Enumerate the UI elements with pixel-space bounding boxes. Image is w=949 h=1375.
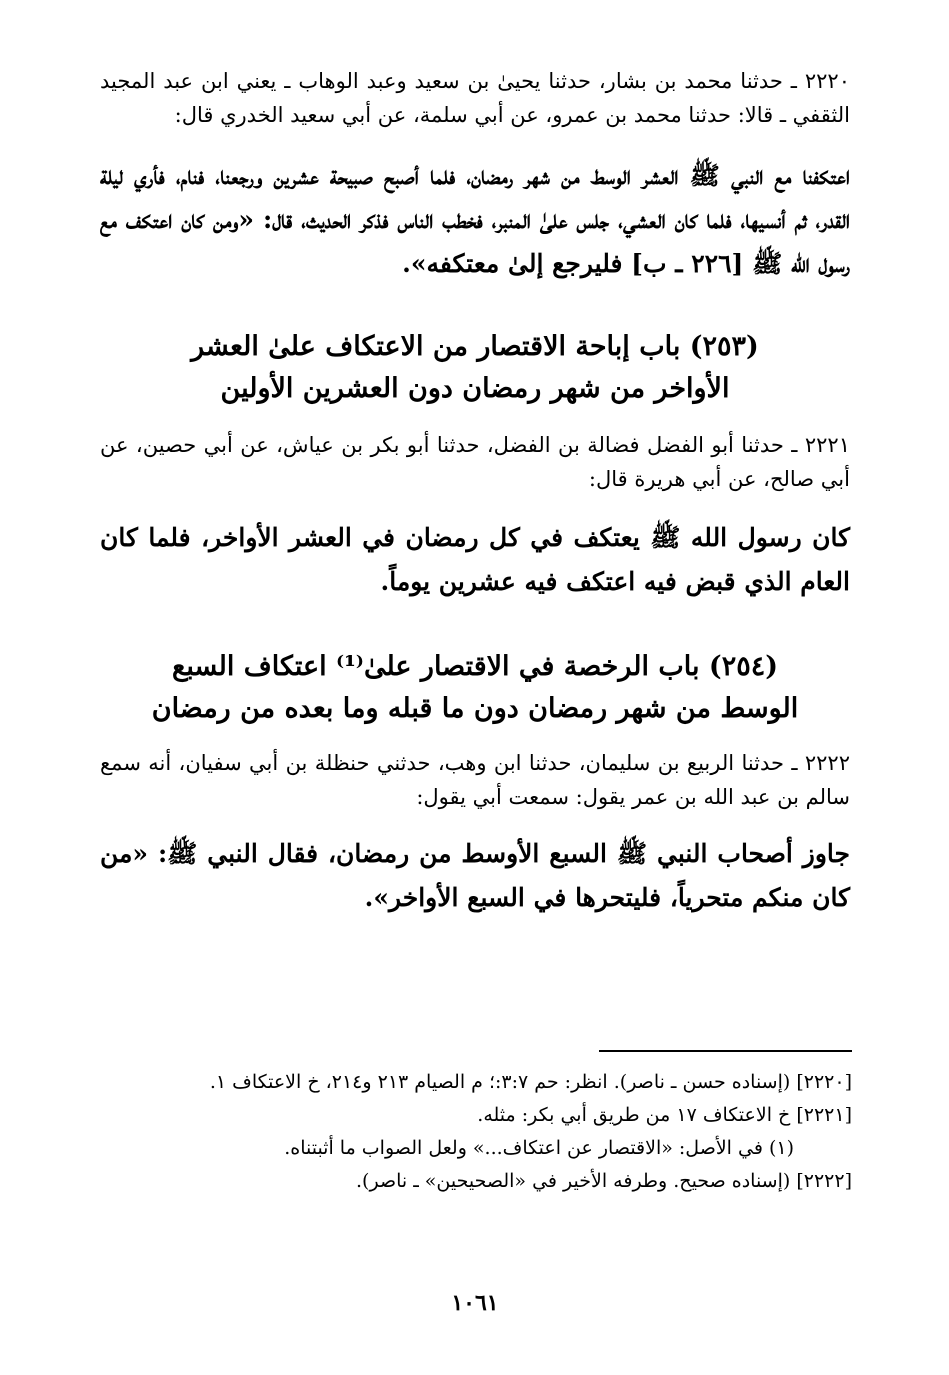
page-body xyxy=(100,60,850,920)
chapter-254-heading: (٢٥٤) باب الرخصة في الاقتصار علىٰ⁽¹⁾ اعتكاف السبع الوسط من شهر رمضان دون ما قبله وما بعده من رمضان xyxy=(151,651,799,724)
page-number: ١٠٦١ xyxy=(451,1290,499,1316)
footnote-1: (١) في الأصل: «الاقتصار عن اعتكاف...» ولعل الصواب ما أثبتناه. xyxy=(284,1137,794,1159)
footnote-divider xyxy=(599,1050,852,1052)
hadith-2222-text: جاوز أصحاب النبي ﷺ السبع الأوسط من رمضان، فقال النبي ﷺ: «من كان منكم متحرياً، فليتحرها في السبع الأواخر». xyxy=(100,839,850,912)
hadith-2221-isnad: ٢٢٢١ ـ حدثنا أبو الفضل فضالة بن الفضل، حدثنا أبو بكر بن عياش، عن أبي حصين، عن أبي صالح، عن أبي هريرة قال: xyxy=(100,433,850,491)
hadith-2222-isnad: ٢٢٢٢ ـ حدثنا الربيع بن سليمان، حدثنا ابن وهب، حدثني حنظلة بن أبي سفيان، أنه سمع سالم بن عبد الله بن عمر يقول: سمعت أبي يقول: xyxy=(100,751,850,809)
footnote-2222: [٢٢٢٢] (إسناده صحيح. وطرفه الأخير في «الصحيحين» ـ ناصر). xyxy=(356,1170,852,1192)
footnote-2220: [٢٢٢٠] (إسناده حسن ـ ناصر). انظر: حم ٣:٧:؛ م الصيام ٢١٣ و٢١٤، خ الاعتكاف ١. xyxy=(209,1071,852,1093)
hadith-2220-isnad: ٢٢٢٠ ـ حدثنا محمد بن بشار، حدثنا يحيىٰ بن سعيد وعبد الوهاب ـ يعني ابن عبد المجيد الثقفي ـ قالا: حدثنا محمد بن عمرو، عن أبي سلمة، عن أبي سعيد الخدري قال: xyxy=(100,69,850,127)
chapter-253-heading: (٢٥٣) باب إباحة الاقتصار من الاعتكاف علىٰ العشر الأواخر من شهر رمضان دون العشرين الأولين xyxy=(191,331,759,404)
hadith-2220-text: اعتكفنا مع النبي ﷺ العشر الوسط من شهر رمضان، فلما أصبح صبيحة عشرين ورجعنا، فنام، فأري ليلة القدر، ثم أنسيها، فلما كان العشي، جلس علىٰ المنبر، فخطب الناس فذكر الحديث، قال: «ومن كان اعتكف مع رسول الله ﷺ [٢٢٦ ـ ب] فليرجع إلىٰ معتكفه». xyxy=(100,161,850,278)
hadith-2221-text: كان رسول الله ﷺ يعتكف في كل رمضان في العشر الأواخر، فلما كان العام الذي قبض فيه اعتكف فيه عشرين يوماً. xyxy=(100,523,850,596)
footnote-2221: [٢٢٢١] خ الاعتكاف ١٧ من طريق أبي بكر: مثله. xyxy=(477,1104,852,1126)
footnotes xyxy=(100,1066,852,1198)
